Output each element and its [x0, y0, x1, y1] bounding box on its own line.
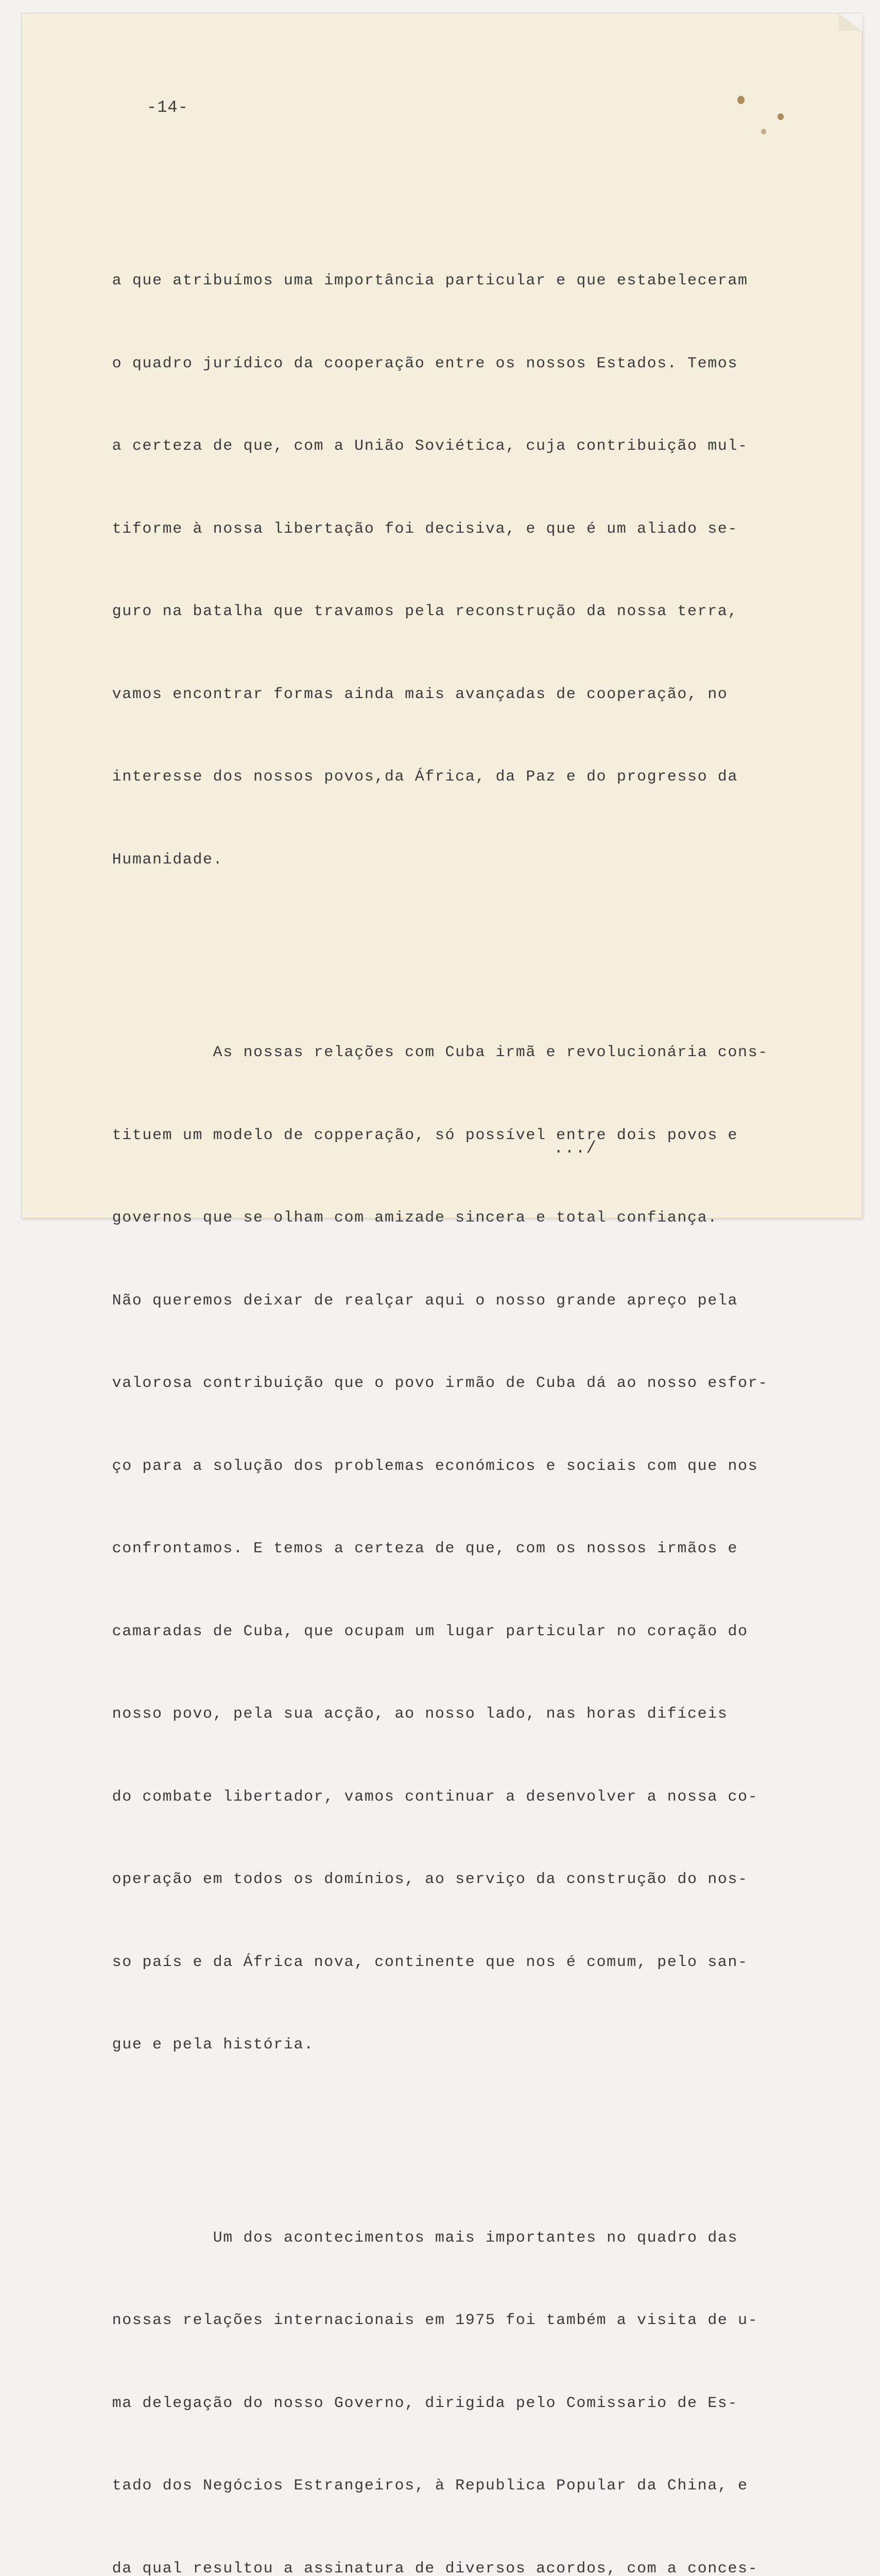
paragraph-2: [51, 984, 772, 2114]
rust-stain: [737, 96, 745, 104]
text-line: valorosa contribuição que o povo irmão de Cuba dá ao nosso esfor-: [51, 1370, 772, 1398]
text-line: tiforme à nossa libertação foi decisiva, e que é um aliado se-: [51, 516, 772, 544]
text-line: o quadro jurídico da cooperação entre os nossos Estados. Temos: [51, 350, 772, 378]
document-body: [51, 157, 772, 2576]
page-number: -14-: [147, 98, 188, 117]
text-line: governos que se olham com amizade sincera e total confiança.: [51, 1205, 772, 1232]
text-line: nossas relações internacionais em 1975 foi também a visita de u-: [51, 2307, 772, 2335]
text-line: As nossas relações com Cuba irmã e revolucionária cons-: [51, 1039, 772, 1067]
text-line: da qual resultou a assinatura de diversos acordos, com a conces-: [51, 2555, 772, 2576]
text-line: vamos encontrar formas ainda mais avançadas de cooperação, no: [51, 681, 772, 709]
text-line: ço para a solução dos problemas económicos e sociais com que nos: [51, 1453, 772, 1481]
paragraph-1: [51, 212, 772, 929]
rust-stain: [778, 113, 784, 120]
text-line: a que atribuímos uma importância particular e que estabeleceram: [51, 267, 772, 295]
text-line: guro na batalha que travamos pela reconstrução da nossa terra,: [51, 598, 772, 626]
paragraph-3: [51, 2170, 772, 2576]
text-line: tituem um modelo de copperação, só possível entre dois povos e: [51, 1122, 772, 1150]
text-line: interesse dos nossos povos,da África, da Paz e do progresso da: [51, 764, 772, 791]
text-line: so país e da África nova, continente que nos é comum, pelo san-: [51, 1949, 772, 1977]
text-line: operação em todos os domínios, ao serviço da construção do nos-: [51, 1866, 772, 1894]
text-line: a certeza de que, com a União Soviética, cuja contribuição mul-: [51, 433, 772, 461]
text-line: Humanidade.: [51, 846, 772, 874]
text-line: gue e pela história.: [51, 2031, 772, 2059]
rust-stain: [761, 129, 766, 134]
text-line: Um dos acontecimentos mais importantes no quadro das: [51, 2225, 772, 2252]
text-line: nosso povo, pela sua acção, ao nosso lado, nas horas difíceis: [51, 1701, 772, 1728]
text-line: do combate libertador, vamos continuar a desenvolver a nossa co-: [51, 1784, 772, 1811]
continuation-mark: .../: [554, 1139, 597, 1158]
text-line: ma delegação do nosso Governo, dirigida pelo Comissario de Es-: [51, 2390, 772, 2418]
text-line: camaradas de Cuba, que ocupam um lugar particular no coração do: [51, 1618, 772, 1646]
text-line: tado dos Negócios Estrangeiros, à Republica Popular da China, e: [51, 2472, 772, 2500]
folded-corner: [839, 13, 862, 31]
text-line: Não queremos deixar de realçar aqui o nosso grande apreço pela: [51, 1287, 772, 1315]
text-line: confrontamos. E temos a certeza de que, com os nossos irmãos e: [51, 1535, 772, 1563]
